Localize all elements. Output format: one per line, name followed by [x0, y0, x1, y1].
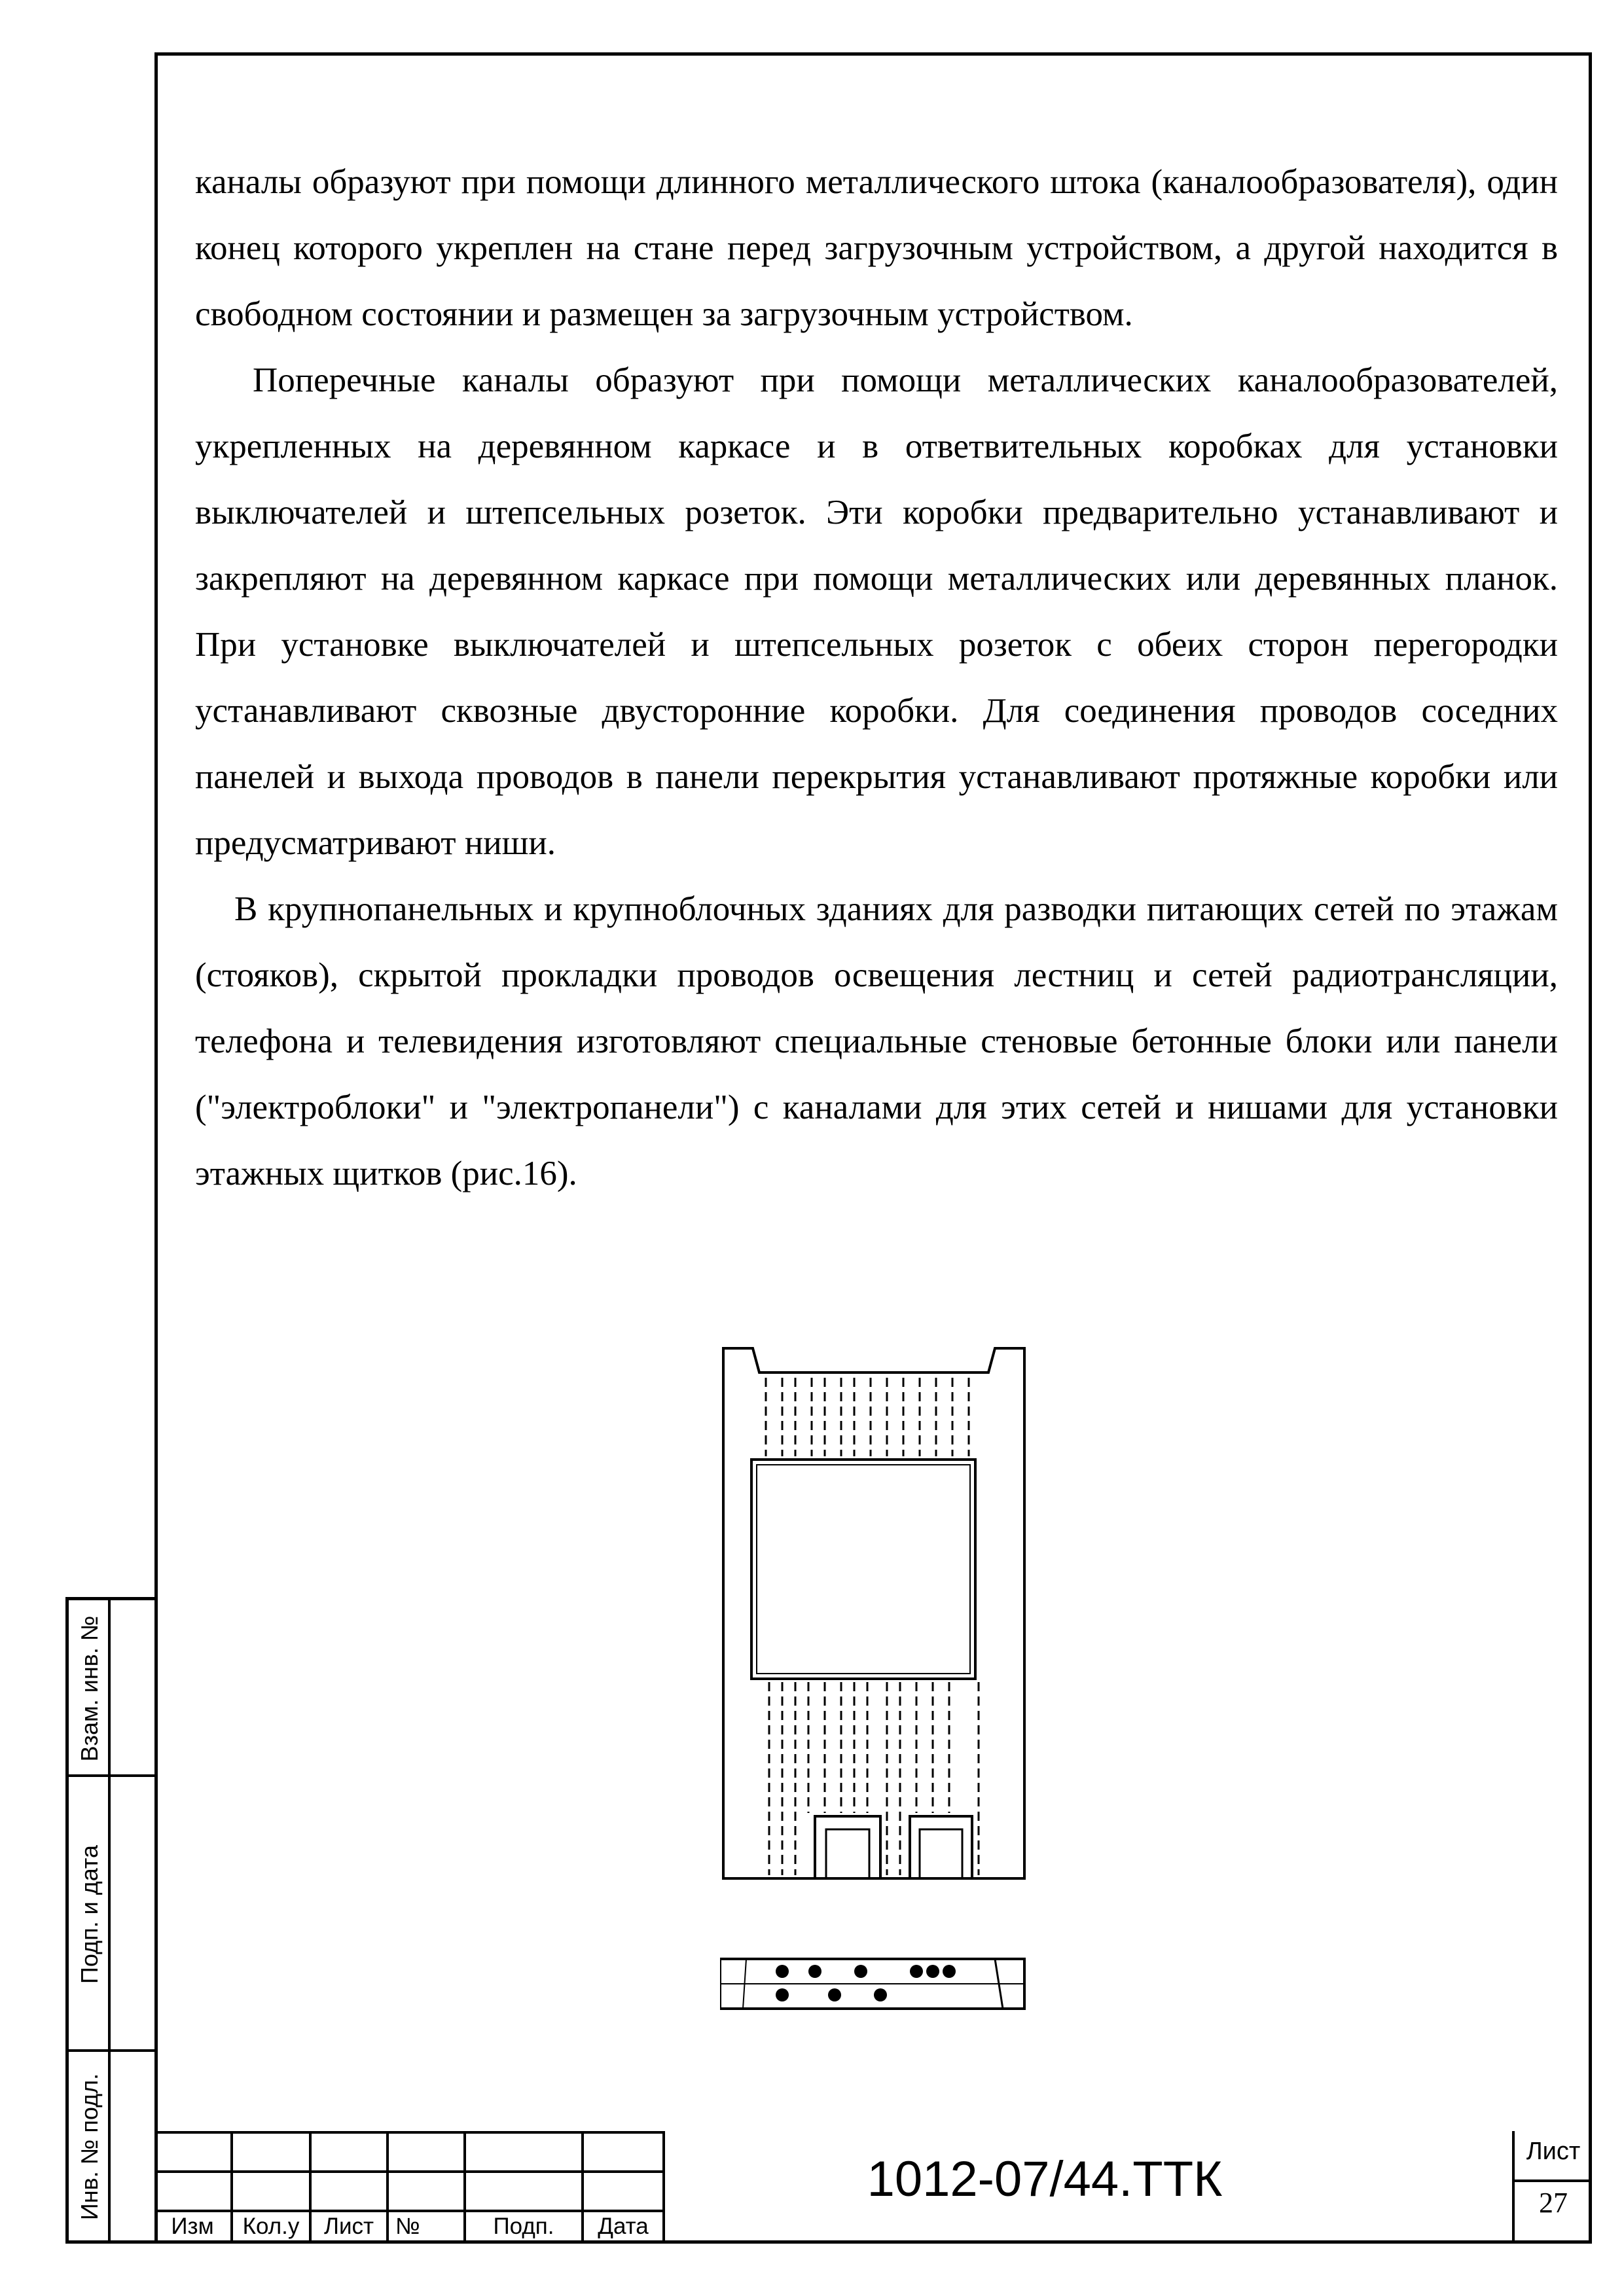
- col-num: №: [395, 2214, 420, 2239]
- paragraph-2: Поперечные каналы образуют при помощи металлических каналообразователей, укрепленных на деревянном каркасе и в ответвительных коробках для установки выключателей и штепсельных розеток. Эти коробки предварительно устанавливают и закрепляют на деревянном каркасе при помощи металлических или деревянных планок. При установке выключателей и штепсельных розеток с обеих сторон перегородки устанавливают сквозные двусторонние коробки. Для соединения проводов соседних панелей и выхода проводов в панели перекрытия устанавливают протяжные коробки или предусматривают ниши.: [195, 361, 1558, 862]
- inv-podl-label: Инв. № подл.: [76, 2073, 103, 2221]
- sheet-number: 27: [1539, 2187, 1568, 2219]
- side-stamp: [65, 1597, 154, 2244]
- podp-data-label: Подп. и дата: [76, 1844, 103, 1984]
- paragraph-1: каналы образуют при помощи длинного металлического штока (каналообразователя), один конец которого укреплен на стане перед загрузочным устройством, а другой находится в свободном состоянии и размещен за загрузочным устройством.: [195, 163, 1558, 333]
- col-podp: Подп.: [493, 2214, 554, 2239]
- channels-bottom: [769, 1682, 979, 1875]
- col-kol: Кол.у: [242, 2214, 300, 2239]
- col-data: Дата: [598, 2214, 649, 2239]
- channels-top: [766, 1378, 969, 1456]
- lower-niche-left: [815, 1816, 880, 1878]
- paragraph-3: В крупнопанельных и крупноблочных зданиях для разводки питающих сетей по этажам (стояков), скрытой прокладки проводов освещения лестниц и сетей радиотрансляции, телефона и телевидения изготовляют специальные стеновые бетонные блоки или панели ("электроблоки" и "электропанели") с каналами для этих сетей и нишами для установки этажных щитков (рис.16).: [195, 890, 1558, 1193]
- sheet-label: Лист: [1526, 2138, 1581, 2165]
- title-block: [154, 2131, 1592, 2244]
- central-niche: [751, 1460, 975, 1679]
- vzam-inv-label: Взам. инв. №: [76, 1615, 103, 1762]
- col-list: Лист: [323, 2214, 374, 2239]
- document-code: 1012-07/44.ТТК: [867, 2151, 1223, 2207]
- body-text: [195, 149, 1558, 1207]
- figure-electropanel-drawing: [720, 1345, 1041, 2029]
- col-izm: Изм: [171, 2214, 214, 2239]
